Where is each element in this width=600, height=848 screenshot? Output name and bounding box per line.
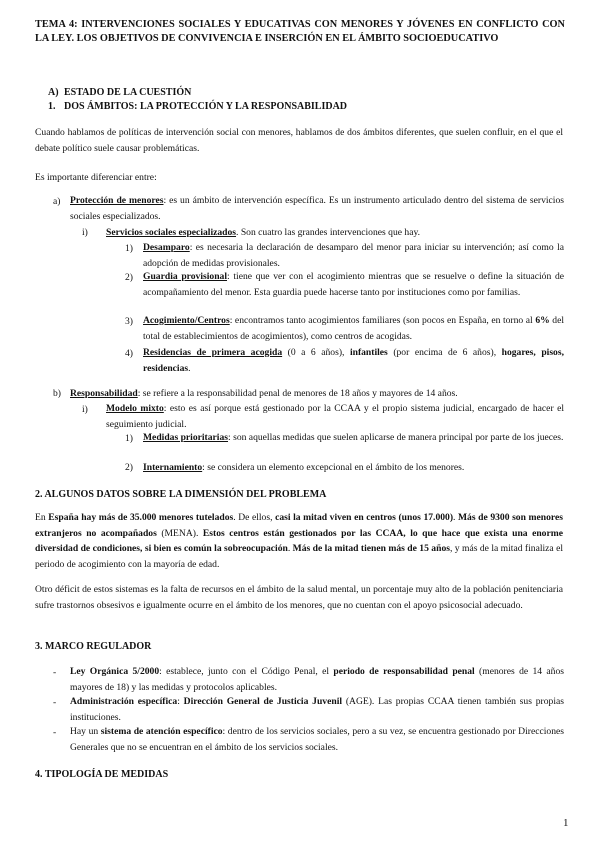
section-2-heading: 2. ALGUNOS DATOS SOBRE LA DIMENSIÓN DEL PROBLEMA [35, 489, 327, 500]
item-a-marker: a) [53, 196, 61, 207]
list-item: Medidas prioritarias: son aquellas medidas que suelen aplicarse de manera principal por parte de los jueces. [143, 432, 564, 443]
diferenciar-text: Es importante diferenciar entre: [35, 172, 157, 183]
list-item: Desamparo: es necesaria la declaración de desamparo del menor para iniciar su intervención; así como la adopción de medidas provisionales. [143, 242, 564, 269]
item-a-text: Protección de menores: es un ámbito de intervención específica. Es un instrumento articulado dentro del sistema de servicios sociales especializados. [70, 195, 565, 222]
list-item-marker: 2) [125, 462, 133, 473]
section-2-paragraph-2: Otro déficit de estos sistemas es la falta de recursos en el ámbito de la salud mental, un porcentaje muy alto de la población penitenciaria sufre trastornos obsesivos e igualmente ocurre en el ámbito de los menores, que no cuentan con el apoyo psicosocial adecuado. [35, 584, 563, 611]
section-3-heading: 3. MARCO REGULADOR [35, 641, 152, 652]
item-a-term: Protección de menores [70, 195, 164, 206]
item-b-term: Responsabilidad [70, 388, 138, 399]
list-item: Ley Orgánica 5/2000: establece, junto con el Código Penal, el periodo de responsabilidad penal (menores de 14 años mayores de 18) y las medidas y protocolos aplicables. [70, 666, 564, 693]
list-item-marker: 1) [125, 433, 133, 444]
list-item-marker: 1) [125, 243, 133, 254]
section-4-heading: 4. TIPOLOGÍA DE MEDIDAS [35, 769, 169, 780]
list-item-marker: 4) [125, 348, 133, 359]
item-b-sub-i-text: Modelo mixto: esto es así porque está gestionado por la CCAA y el propio sistema judicial, encargado de hacer el seguimiento judicial. [106, 403, 564, 430]
list-item: Guardia provisional: tiene que ver con el acogimiento mientras que se resuelve o define la situación de acompañamiento del menor. Esta guardia puede hacerse tanto por instituciones como por familias. [143, 271, 564, 298]
document-title: TEMA 4: INTERVENCIONES SOCIALES Y EDUCATIVAS CON MENORES Y JÓVENES EN CONFLICTO CON LA LEY. LOS OBJETIVOS DE CONVIVENCIA E INSERCIÓN EN EL ÁMBITO SOCIOEDUCATIVO [35, 19, 565, 44]
item-b-sub-i-marker: i) [82, 404, 88, 415]
item-b-text: Responsabilidad: se refiere a la responsabilidad penal de menores de 18 años y mayores de 14 años. [70, 388, 458, 399]
intro-paragraph: Cuando hablamos de políticas de intervención social con menores, hablamos de dos ámbitos diferentes, que suelen confluir, en el que el debate político suele causar problemáticas. [35, 127, 563, 154]
section-a-marker: A) [48, 87, 59, 98]
item-b-marker: b) [53, 388, 61, 399]
page-number: 1 [563, 817, 569, 829]
bullet-marker: - [53, 697, 57, 708]
list-item: Administración específica: Dirección General de Justicia Juvenil (AGE). Las propias CCAA tienen también sus propias instituciones. [70, 696, 564, 723]
section-1-heading: DOS ÁMBITOS: LA PROTECCIÓN Y LA RESPONSABILIDAD [64, 101, 348, 112]
list-item: Internamiento: se considera un elemento excepcional en el ámbito de los menores. [143, 462, 465, 473]
list-item: Residencias de primera acogida (0 a 6 años), infantiles (por encima de 6 años), hogares, pisos, residencias. [143, 347, 564, 374]
section-a-heading: ESTADO DE LA CUESTIÓN [64, 87, 192, 98]
item-a-sub-i-marker: i) [82, 227, 88, 238]
section-1-marker: 1. [48, 101, 56, 112]
bullet-marker: - [53, 727, 57, 738]
list-item: Hay un sistema de atención específico: dentro de los servicios sociales, pero a su vez, se encuentra gestionado por Direcciones Generales que no se encuentran en el ámbito de los servicios sociales. [70, 726, 565, 753]
list-item-marker: 2) [125, 272, 133, 283]
list-item-marker: 3) [125, 316, 133, 327]
bullet-marker: - [53, 667, 57, 678]
item-a-sub-i-text: Servicios sociales especializados. Son cuatro las grandes intervenciones que hay. [106, 227, 421, 238]
section-2-paragraph-1: En España hay más de 35.000 menores tutelados. De ellos, casi la mitad viven en centros (unos 17.000). Más de 9300 son menores extranjeros no acompañados (MENA). Estos centros están gestionados por las CCAA, lo que hace que exista una enorme diversidad de condiciones, si bien es común la sobreocupación. Más de la mitad tienen más de 15 años, y más de la mitad finaliza el periodo de acogimiento con la mayoría de edad. [35, 512, 564, 570]
list-item: Acogimiento/Centros: encontramos tanto acogimientos familiares (son pocos en España, en torno al 6% del total de establecimientos de acogimientos), como centros de acogidas. [143, 315, 565, 342]
